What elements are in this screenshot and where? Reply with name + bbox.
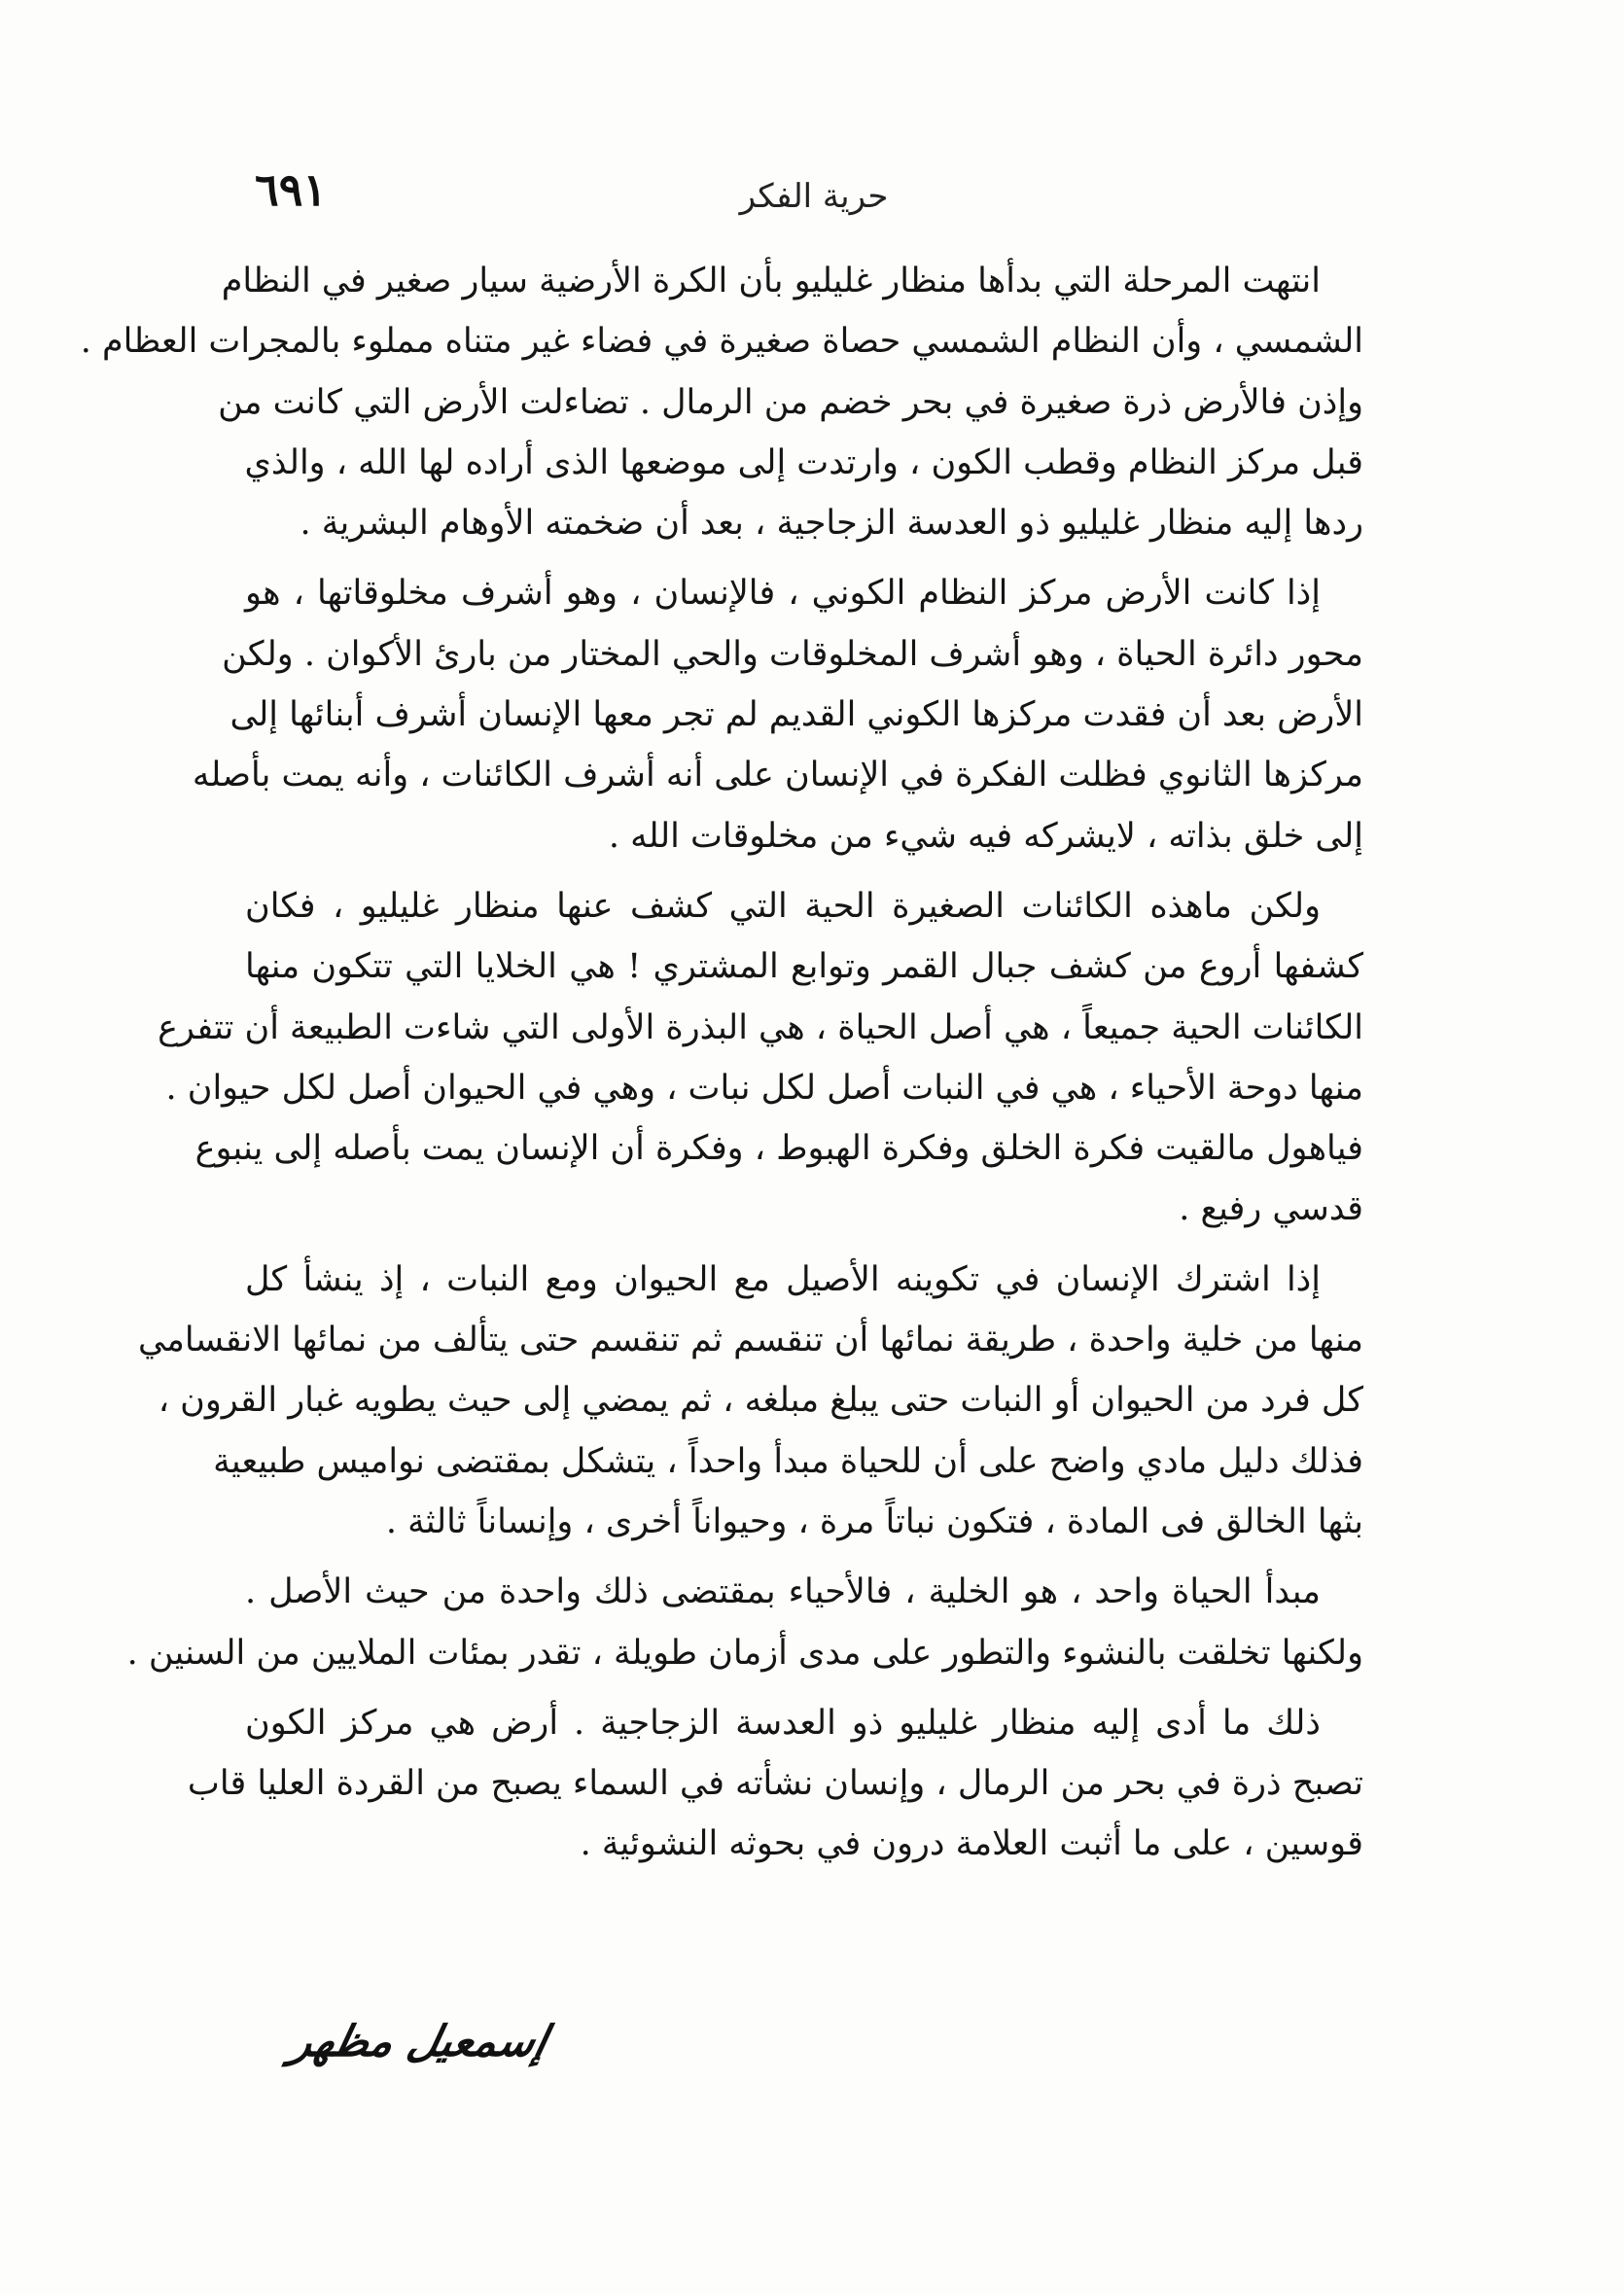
text-line: إذا كانت الأرض مركز النظام الكوني ، فالإنسان ، وهو أشرف مخلوقاتها ، هو	[245, 574, 1321, 614]
text-line: كشفها أروع من كشف جبال القمر وتوابع المشتري ! هي الخلايا التي تتكون منها	[245, 947, 1363, 987]
running-title: حرية الفكر	[739, 177, 889, 216]
page-number: ٦٩١	[255, 163, 328, 216]
text-line: انتهت المرحلة التي بدأها منظار غليليو بأن الكرة الأرضية سيار صغير في النظام	[221, 262, 1321, 300]
page-header	[255, 163, 1373, 231]
paragraph-1	[80, 251, 1363, 553]
paragraph-5	[126, 1562, 1363, 1683]
paragraph-3	[158, 876, 1363, 1240]
text-line: تصبح ذرة في بحر من الرمال ، وإنسان نشأته في السماء يصبح من القردة العليا قاب	[187, 1764, 1363, 1804]
paragraph-6	[187, 1693, 1363, 1875]
text-line: وإذن فالأرض ذرة صغيرة في بحر خضم من الرمال . تضاءلت الأرض التي كانت من	[218, 382, 1363, 422]
paragraph-2	[192, 563, 1363, 865]
text-line: قوسين ، على ما أثبت العلامة درون في بحوثه النشوئية .	[580, 1824, 1363, 1864]
text-line: مبدأ الحياة واحد ، هو الخلية ، فالأحياء بمقتضى ذلك واحدة من حيث الأصل .	[245, 1572, 1321, 1612]
author-signature	[286, 2007, 700, 2095]
text-line: ولكنها تخلقت بالنشوء والتطور على مدى أزمان طويلة ، تقدر بمئات الملايين من السنين .	[126, 1633, 1363, 1673]
text-line: إذا اشترك الإنسان في تكوينه الأصيل مع الحيوان ومع النبات ، إذ ينشأ كل	[245, 1259, 1321, 1299]
text-line: محور دائرة الحياة ، وهو أشرف المخلوقات والحي المختار من بارئ الأكوان . ولكن	[222, 634, 1363, 674]
text-line: الأرض بعد أن فقدت مركزها الكوني القديم لم تجر معها الإنسان أشرف أبنائها إلى	[229, 695, 1363, 735]
text-line: كل فرد من الحيوان أو النبات حتى يبلغ مبلغه ، ثم يمضي إلى حيث يطويه غبار القرون ،	[158, 1381, 1363, 1421]
paragraph-4	[138, 1250, 1363, 1552]
text-line: الكائنات الحية جميعاً ، هي أصل الحياة ، هي البذرة الأولى التي شاءت الطبيعة أن تتفرع	[158, 1007, 1363, 1047]
text-line: فياهول مالقيت فكرة الخلق وفكرة الهبوط ، وفكرة أن الإنسان يمت بأصله إلى ينبوع	[194, 1129, 1363, 1169]
text-line: الشمسي ، وأن النظام الشمسي حصاة صغيرة في فضاء غير متناه مملوء بالمجرات العظام .	[80, 322, 1363, 362]
text-line: قدسي رفيع .	[1179, 1189, 1363, 1229]
body-text	[80, 251, 1363, 1885]
text-line: منها من خلية واحدة ، طريقة نمائها أن تنقسم ثم تنقسم حتى يتألف من نمائها الانقسامي	[138, 1321, 1363, 1360]
text-line: ردها إليه منظار غليليو ذو العدسة الزجاجية ، بعد أن ضخمته الأوهام البشرية .	[300, 504, 1363, 544]
text-line: منها دوحة الأحياء ، هي في النبات أصل لكل نبات ، وهي في الحيوان أصل لكل حيوان .	[165, 1068, 1363, 1108]
text-line: ذلك ما أدى إليه منظار غليليو ذو العدسة الزجاجية . أرض هي مركز الكون	[245, 1703, 1321, 1743]
text-line: ولكن ماهذه الكائنات الصغيرة الحية التي كشف عنها منظار غليليو ، فكان	[245, 886, 1321, 926]
text-line: إلى خلق بذاته ، لايشركه فيه شيء من مخلوقات الله .	[608, 816, 1363, 856]
text-line: بثها الخالق فى المادة ، فتكون نباتاً مرة ، وحيواناً أخرى ، وإنساناً ثالثة .	[385, 1501, 1363, 1541]
text-line: مركزها الثانوي فظلت الفكرة في الإنسان على أنه أشرف الكائنات ، وأنه يمت بأصله	[192, 756, 1363, 795]
text-line: فذلك دليل مادي واضح على أن للحياة مبدأ واحداً ، يتشكل بمقتضى نواميس طبيعية	[213, 1441, 1363, 1481]
text-line: قبل مركز النظام وقطب الكون ، وارتدت إلى موضعها الذى أراده لها الله ، والذي	[244, 442, 1363, 482]
signature-name: إسمعيل مظهر	[286, 2017, 552, 2066]
